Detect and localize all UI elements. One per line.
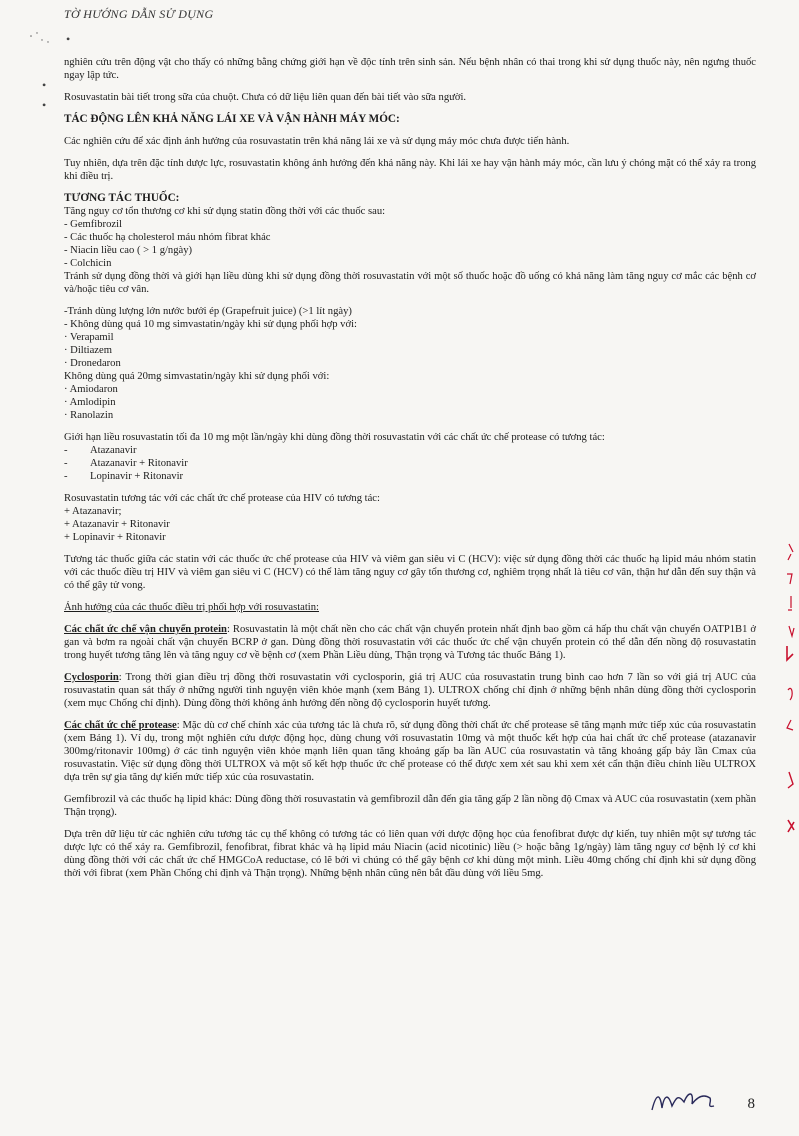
page-number: 8: [747, 1096, 755, 1112]
heading-interactions: TƯƠNG TÁC THUỐC:: [64, 192, 180, 204]
document-body: [64, 56, 756, 889]
heading-driving: TÁC ĐỘNG LÊN KHẢ NĂNG LÁI XE VÀ VẬN HÀNH MÁY MÓC:: [64, 113, 400, 125]
list-simvastatin-limits: [64, 305, 756, 422]
scan-specks: [28, 28, 58, 48]
term-cyclosporin: Cyclosporin: [64, 672, 119, 683]
list-item: · Verapamil: [64, 332, 114, 343]
paragraph-avoid-combination: Tránh sử dụng đồng thời và giới hạn liều dùng khi sử dụng đồng thời rosuvastatin với một số thuốc hoặc đồ uống có khả năng làm tăng nguy cơ mắc các bệnh cơ và/hoặc tiêu cơ vân.: [64, 271, 756, 295]
list-item: + Lopinavir + Ritonavir: [64, 532, 166, 543]
list-item: - Không dùng quá 10 mg simvastatin/ngày khi sử dụng phối hợp với:: [64, 319, 357, 330]
list-item: · Diltiazem: [64, 345, 112, 356]
paragraph-hiv-hcv: Tương tác thuốc giữa các statin với các thuốc ức chế protease của HIV và viêm gan siêu vi C (HCV): việc sử dụng đồng thời các thuốc hạ lipid máu nhóm statin với các thuốc điều trị HIV và viêm gan siêu vi C (HCV) có thể làm tăng nguy cơ gây tổn thương cơ, nghiêm trọng nhất là tiêu cơ vân, thận hư dẫn đến suy thận và có thể gây tử vong.: [64, 554, 756, 591]
list-risk-drugs: [64, 218, 756, 270]
term-protease-inhibitors: Các chất ức chế protease: [64, 720, 177, 731]
handwritten-signature: [648, 1084, 720, 1118]
list-item: - Colchicin: [64, 258, 112, 269]
paragraph-lactation: Rosuvastatin bài tiết trong sữa của chuột. Chưa có dữ liệu liên quan đến bài tiết vào sữa người.: [64, 92, 467, 103]
list-item: - Niacin liều cao ( > 1 g/ngày): [64, 245, 193, 256]
page-header: TỜ HƯỚNG DẪN SỬ DỤNG: [64, 7, 214, 21]
list-item: · Ranolazin: [64, 410, 114, 421]
list-item: · Amlodipin: [64, 397, 116, 408]
paragraph-pregnancy: nghiên cứu trên động vật cho thấy có những bằng chứng giới hạn về độc tính trên sinh sản. Nếu bệnh nhân có thai trong khi sử dụng thuốc này, nên ngưng thuốc ngay lập tức.: [64, 57, 756, 81]
paragraph-gemfibrozil: Gemfibrozil và các thuốc hạ lipid khác: Dùng đồng thời rosuvastatin và gemfibrozil dẫn đến gia tăng gấp 2 lần nồng độ Cmax và AUC của rosuvastatin (xem phần Thận trọng).: [64, 794, 756, 818]
list-item: + Atazanavir + Ritonavir: [64, 519, 170, 530]
paragraph-driving-note: Tuy nhiên, dựa trên đặc tính dược lực, rosuvastatin không ảnh hưởng đến khả năng này. Khi lái xe hay vận hành máy móc, cần lưu ý chóng mặt có thể xảy ra trong khi điều trị.: [64, 158, 756, 182]
margin-stamp-marks: [779, 540, 799, 870]
margin-bullet: •: [42, 98, 47, 112]
list-item: - Atazanavir: [64, 445, 137, 456]
list-item: - Gemfibrozil: [64, 219, 122, 230]
paragraph-protease-inhibitors: Các chất ức chế protease: Mặc dù cơ chế chính xác của tương tác là chưa rõ, sử dụng đồng thời chất ức chế protease sẽ tăng mạnh mức tiếp xúc của rosuvastatin (xem Bảng 1). Ví dụ, trong một nghiên cứu dược động học, dùng chung với rosuvastatin 10mg và một thuốc kết hợp của hai chất ức chế protease (atazanavir 300mg/ritonavir 100mg) ở các tình nguyện viên khỏe mạnh liên quan tăng khoảng gấp ba lần AUC của rosuvastatin và tăng khoảng gấp bảy lần Cmax của rosuvastatin. Việc sử dụng đồng thời ULTROX và một số kết hợp thuốc ức chế protease có thể được xem xét sau khi xem xét cẩn thận điều chỉnh liều ULTROX dựa trên sự gia tăng dự kiến mức tiếp xúc của rosuvastatin.: [64, 720, 756, 783]
paragraph-fenofibrate: Dựa trên dữ liệu từ các nghiên cứu tương tác cụ thể không có tương tác có liên quan với dược động học của fenofibrat được dự kiến, tuy nhiên một sự tương tác dược lực có thể xảy ra. Gemfibrozil, fenofibrat, fibrat khác và hạ lipid máu Niacin (acid nicotinic) liều (> hoặc bằng 1g/ngày) làm tăng nguy cơ bệnh lý cơ khi dùng đồng thời với các chất ức chế HMGCoA reductase, có lẽ bởi vì chúng có thể gây bệnh cơ khi dùng một mình. Liều 40mg chống chỉ định khi sử dụng đồng thời với fibrat (xem Phần Chống chỉ định và Thận trọng). Những bệnh nhân cũng nên bắt đầu dùng với liều 5mg.: [64, 829, 756, 879]
list-item: + Atazanavir;: [64, 506, 122, 517]
margin-bullet: •: [42, 78, 47, 92]
list-item: - Các thuốc hạ cholesterol máu nhóm fibrat khác: [64, 232, 271, 243]
list-item: Không dùng quá 20mg simvastatin/ngày khi sử dụng phối với:: [64, 371, 330, 382]
list-item: · Dronedaron: [64, 358, 121, 369]
paragraph-driving-studies: Các nghiên cứu để xác định ảnh hưởng của rosuvastatin trên khả năng lái xe và sử dụng máy móc chưa được tiến hành.: [64, 136, 570, 147]
paragraph-transport-inhibitors: Các chất ức chế vận chuyển protein: Rosuvastatin là một chất nền cho các chất vận chuyển protein nhất định bao gồm cả hấp thu chất vận chuyển OATP1B1 ở gan và bơm ra ngoài chất vận chuyển BCRP ở gan. Dùng đồng thời rosuvastatin với các thuốc ức chế vận chuyển protein có thể dẫn đến nồng độ rosuvastatin trong huyết tương tăng lên và tăng nguy cơ về bệnh cơ (xem Phần Liều dùng, Thận trọng và Tương tác thuốc Bảng 1).: [64, 624, 756, 661]
heading-combination: Ảnh hưởng của các thuốc điều trị phối hợp với rosuvastatin:: [64, 602, 319, 613]
list-item: - Atazanavir + Ritonavir: [64, 458, 188, 469]
list-hiv-protease: [64, 505, 756, 544]
paragraph-hiv-interaction: Rosuvastatin tương tác với các chất ức chế protease của HIV có tương tác:: [64, 493, 380, 504]
list-item: -Tránh dùng lượng lớn nước bưởi ép (Grapefruit juice) (>1 lít ngày): [64, 306, 352, 317]
list-item: - Lopinavir + Ritonavir: [64, 471, 184, 482]
list-protease-inhibitors: [64, 444, 756, 483]
paragraph-dose-limit: Giới hạn liều rosuvastatin tối đa 10 mg một lần/ngày khi dùng đồng thời rosuvastatin với các chất ức chế protease có tương tác:: [64, 432, 605, 443]
list-item: · Amiodaron: [64, 384, 118, 395]
paragraph-myopathy-risk: Tăng nguy cơ tổn thương cơ khi sử dụng statin đồng thời với các thuốc sau:: [64, 206, 386, 217]
margin-bullet: •: [66, 32, 71, 46]
paragraph-cyclosporin: Cyclosporin: Trong thời gian điều trị đồng thời rosuvastatin với cyclosporin, giá trị AUC của rosuvastatin trung bình cao hơn 7 lần so với giá trị AUC của rosuvastatin quan sát thấy ở những người tình nguyện viên khỏe mạnh (xem Bảng 1). ULTROX chống chỉ định ở những bệnh nhân dùng đồng thời cyclosporin (xem mục Chống chỉ định). Dùng đồng thời không ảnh hưởng đến nồng độ cyclosporin huyết tương.: [64, 672, 756, 709]
term-transport-inhibitors: Các chất ức chế vận chuyển protein: [64, 624, 227, 635]
